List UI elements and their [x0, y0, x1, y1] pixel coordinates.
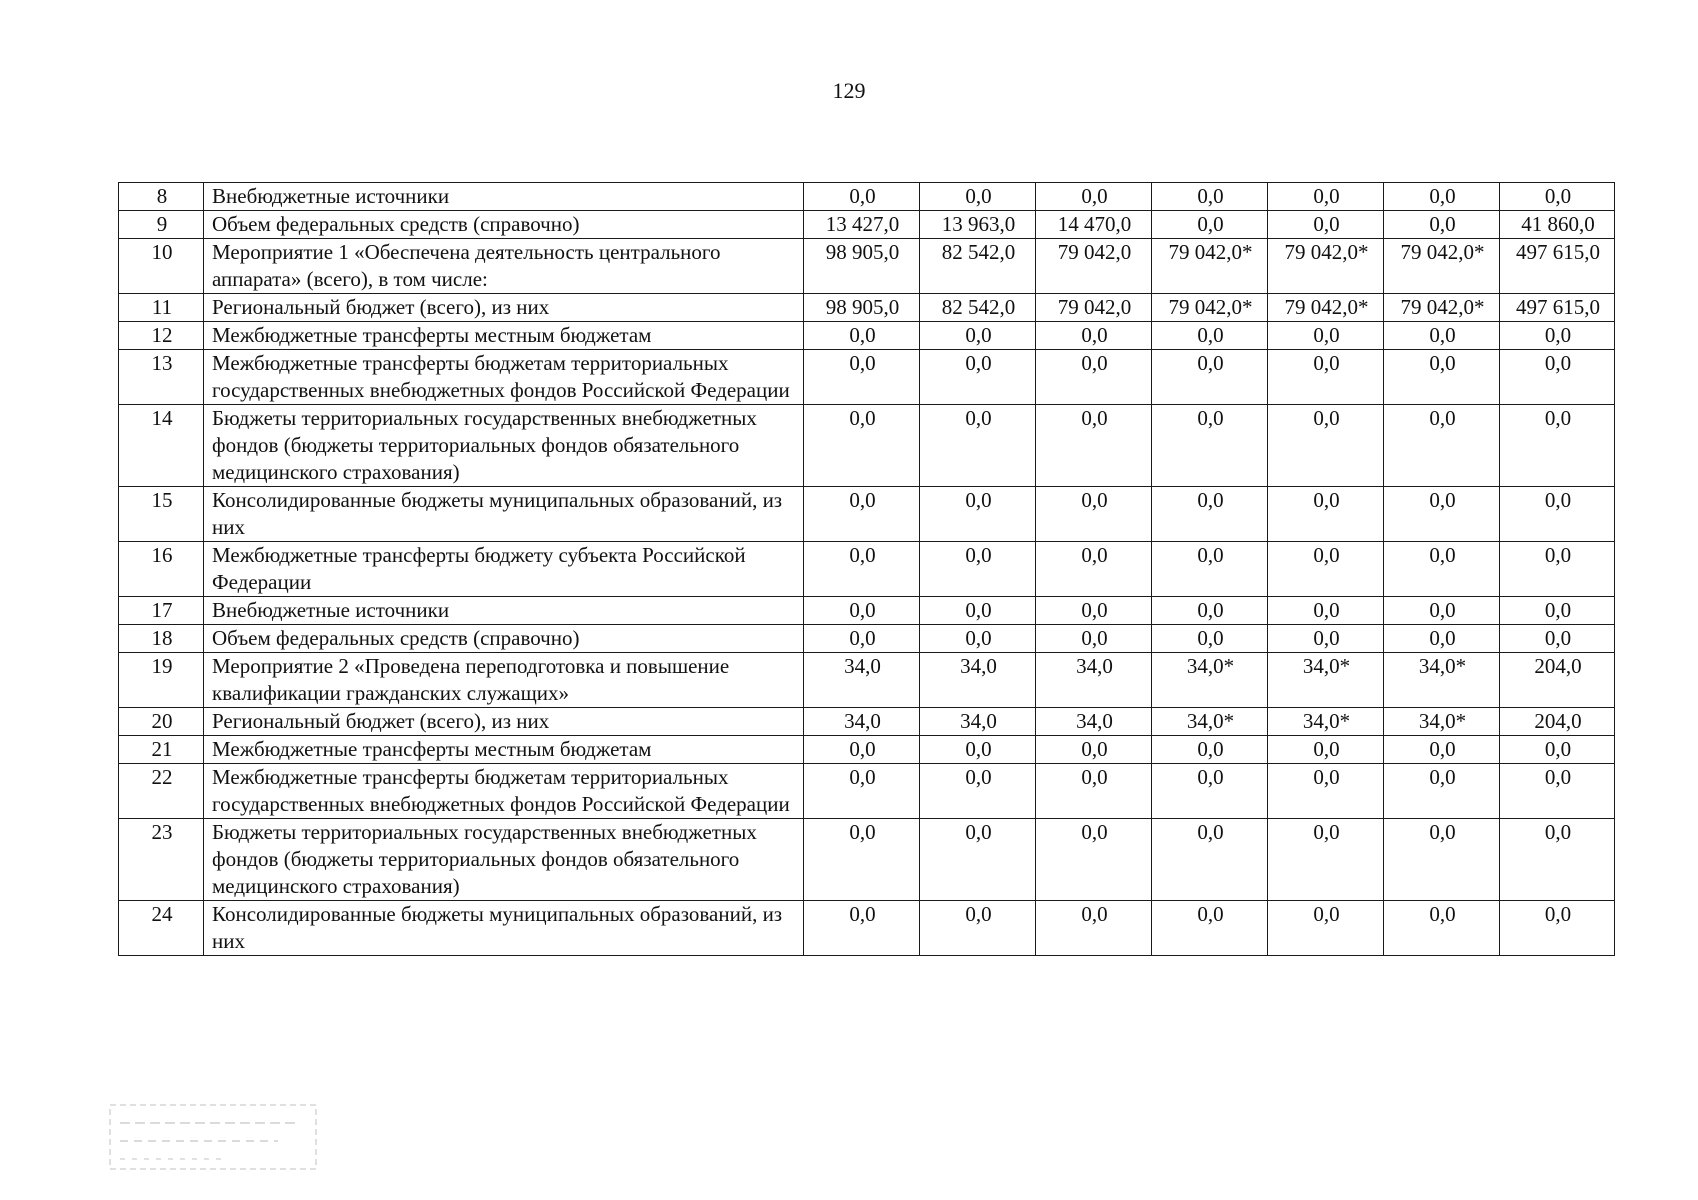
value-cell: 0,0: [804, 764, 920, 819]
row-number: 8: [119, 183, 204, 211]
row-number: 12: [119, 322, 204, 350]
value-cell: 98 905,0: [804, 294, 920, 322]
value-cell: 0,0: [1500, 597, 1615, 625]
value-cell: 34,0: [920, 708, 1036, 736]
value-cell: 0,0: [1268, 211, 1384, 239]
value-cell: 0,0: [1152, 542, 1268, 597]
value-cell: 0,0: [1036, 183, 1152, 211]
value-cell: 0,0: [1500, 322, 1615, 350]
row-number: 19: [119, 653, 204, 708]
row-number: 24: [119, 901, 204, 956]
value-cell: 79 042,0*: [1384, 239, 1500, 294]
value-cell: 0,0: [804, 819, 920, 901]
value-cell: 79 042,0*: [1268, 239, 1384, 294]
value-cell: 34,0*: [1152, 653, 1268, 708]
table-row: [119, 239, 1615, 294]
value-cell: 204,0: [1500, 708, 1615, 736]
value-cell: 0,0: [804, 350, 920, 405]
value-cell: 34,0*: [1152, 708, 1268, 736]
value-cell: 34,0: [804, 653, 920, 708]
value-cell: 0,0: [1268, 819, 1384, 901]
row-description: Консолидированные бюджеты муниципальных образований, из них: [204, 487, 804, 542]
value-cell: 0,0: [1036, 487, 1152, 542]
value-cell: 0,0: [1268, 625, 1384, 653]
value-cell: 0,0: [804, 405, 920, 487]
row-description: Объем федеральных средств (справочно): [204, 211, 804, 239]
row-description: Мероприятие 2 «Проведена переподготовка и повышение квалификации гражданских служащих»: [204, 653, 804, 708]
value-cell: 0,0: [1384, 901, 1500, 956]
value-cell: 34,0*: [1384, 708, 1500, 736]
value-cell: 0,0: [1036, 764, 1152, 819]
row-number: 20: [119, 708, 204, 736]
value-cell: 0,0: [1500, 764, 1615, 819]
table-row: [119, 542, 1615, 597]
row-number: 10: [119, 239, 204, 294]
value-cell: 0,0: [1268, 597, 1384, 625]
value-cell: 0,0: [1268, 350, 1384, 405]
table-row: [119, 708, 1615, 736]
table-row: [119, 736, 1615, 764]
row-number: 16: [119, 542, 204, 597]
value-cell: 0,0: [1036, 350, 1152, 405]
value-cell: 0,0: [1268, 405, 1384, 487]
table-row: [119, 597, 1615, 625]
value-cell: 0,0: [1152, 901, 1268, 956]
value-cell: 0,0: [1384, 322, 1500, 350]
row-number: 22: [119, 764, 204, 819]
value-cell: 34,0: [1036, 653, 1152, 708]
value-cell: 0,0: [1384, 819, 1500, 901]
value-cell: 0,0: [1500, 819, 1615, 901]
row-description: Межбюджетные трансферты бюджетам территориальных государственных внебюджетных фондов Российской Федерации: [204, 764, 804, 819]
value-cell: 82 542,0: [920, 294, 1036, 322]
table-row: [119, 294, 1615, 322]
value-cell: 0,0: [1384, 625, 1500, 653]
value-cell: 0,0: [1152, 211, 1268, 239]
value-cell: 79 042,0*: [1384, 294, 1500, 322]
row-description: Внебюджетные источники: [204, 597, 804, 625]
budget-table: [118, 182, 1615, 956]
value-cell: 0,0: [1384, 597, 1500, 625]
value-cell: 0,0: [1500, 542, 1615, 597]
value-cell: 0,0: [1036, 597, 1152, 625]
row-description: Межбюджетные трансферты бюджету субъекта Российской Федерации: [204, 542, 804, 597]
row-number: 9: [119, 211, 204, 239]
value-cell: 34,0*: [1384, 653, 1500, 708]
value-cell: 0,0: [1500, 901, 1615, 956]
value-cell: 0,0: [804, 736, 920, 764]
value-cell: 98 905,0: [804, 239, 920, 294]
value-cell: 0,0: [1268, 901, 1384, 956]
value-cell: 79 042,0: [1036, 239, 1152, 294]
value-cell: 0,0: [804, 625, 920, 653]
value-cell: 0,0: [1384, 183, 1500, 211]
value-cell: 0,0: [1036, 901, 1152, 956]
value-cell: 0,0: [804, 542, 920, 597]
table-row: [119, 819, 1615, 901]
value-cell: 0,0: [1152, 736, 1268, 764]
value-cell: 0,0: [1152, 764, 1268, 819]
value-cell: 0,0: [804, 597, 920, 625]
row-number: 21: [119, 736, 204, 764]
value-cell: 79 042,0*: [1152, 294, 1268, 322]
value-cell: 0,0: [920, 901, 1036, 956]
value-cell: 0,0: [1152, 625, 1268, 653]
value-cell: 34,0: [920, 653, 1036, 708]
row-number: 17: [119, 597, 204, 625]
table-row: [119, 653, 1615, 708]
row-description: Мероприятие 1 «Обеспечена деятельность центрального аппарата» (всего), в том числе:: [204, 239, 804, 294]
value-cell: 0,0: [1152, 597, 1268, 625]
row-number: 13: [119, 350, 204, 405]
value-cell: 34,0*: [1268, 708, 1384, 736]
value-cell: 79 042,0: [1036, 294, 1152, 322]
table-row: [119, 901, 1615, 956]
value-cell: 0,0: [1268, 487, 1384, 542]
value-cell: 0,0: [1268, 183, 1384, 211]
value-cell: 0,0: [1500, 405, 1615, 487]
value-cell: 0,0: [804, 901, 920, 956]
value-cell: 0,0: [1500, 487, 1615, 542]
value-cell: 0,0: [1036, 625, 1152, 653]
row-description: Региональный бюджет (всего), из них: [204, 708, 804, 736]
value-cell: 497 615,0: [1500, 239, 1615, 294]
value-cell: 0,0: [1268, 764, 1384, 819]
page-number: 129: [832, 78, 866, 103]
value-cell: 0,0: [920, 736, 1036, 764]
value-cell: 0,0: [1036, 542, 1152, 597]
value-cell: 0,0: [1384, 350, 1500, 405]
value-cell: 0,0: [804, 322, 920, 350]
row-number: 15: [119, 487, 204, 542]
value-cell: 0,0: [920, 405, 1036, 487]
row-description: Бюджеты территориальных государственных внебюджетных фондов (бюджеты территориальных фондов обязательного медицинского страхования): [204, 819, 804, 901]
row-number: 23: [119, 819, 204, 901]
value-cell: 0,0: [1036, 819, 1152, 901]
value-cell: 0,0: [1036, 736, 1152, 764]
value-cell: 34,0: [1036, 708, 1152, 736]
value-cell: 41 860,0: [1500, 211, 1615, 239]
value-cell: 0,0: [1152, 350, 1268, 405]
table-row: [119, 322, 1615, 350]
value-cell: 0,0: [1384, 211, 1500, 239]
value-cell: 0,0: [1036, 322, 1152, 350]
value-cell: 79 042,0*: [1152, 239, 1268, 294]
row-description: Межбюджетные трансферты местным бюджетам: [204, 736, 804, 764]
table-row: [119, 487, 1615, 542]
value-cell: 0,0: [920, 819, 1036, 901]
row-number: 18: [119, 625, 204, 653]
row-description: Межбюджетные трансферты бюджетам территориальных государственных внебюджетных фондов Российской Федерации: [204, 350, 804, 405]
value-cell: 13 963,0: [920, 211, 1036, 239]
value-cell: 497 615,0: [1500, 294, 1615, 322]
value-cell: 0,0: [1036, 405, 1152, 487]
value-cell: 0,0: [920, 597, 1036, 625]
row-description: Объем федеральных средств (справочно): [204, 625, 804, 653]
value-cell: 0,0: [920, 487, 1036, 542]
value-cell: 0,0: [1384, 487, 1500, 542]
table-row: [119, 405, 1615, 487]
value-cell: 34,0*: [1268, 653, 1384, 708]
registration-stamp: [108, 1103, 318, 1171]
value-cell: 0,0: [1268, 736, 1384, 764]
value-cell: 0,0: [1384, 405, 1500, 487]
value-cell: 0,0: [1384, 542, 1500, 597]
value-cell: 82 542,0: [920, 239, 1036, 294]
value-cell: 0,0: [1152, 405, 1268, 487]
value-cell: 0,0: [1152, 819, 1268, 901]
value-cell: 0,0: [1500, 350, 1615, 405]
value-cell: 0,0: [920, 350, 1036, 405]
value-cell: 0,0: [1500, 736, 1615, 764]
value-cell: 0,0: [920, 322, 1036, 350]
table-row: [119, 211, 1615, 239]
value-cell: 13 427,0: [804, 211, 920, 239]
value-cell: 0,0: [1384, 764, 1500, 819]
value-cell: 0,0: [804, 487, 920, 542]
value-cell: 0,0: [1152, 487, 1268, 542]
value-cell: 204,0: [1500, 653, 1615, 708]
value-cell: 0,0: [1152, 183, 1268, 211]
table-body: [119, 183, 1615, 956]
row-description: Консолидированные бюджеты муниципальных образований, из них: [204, 901, 804, 956]
table-row: [119, 350, 1615, 405]
value-cell: 0,0: [1268, 542, 1384, 597]
value-cell: 0,0: [804, 183, 920, 211]
value-cell: 0,0: [1152, 322, 1268, 350]
row-description: Внебюджетные источники: [204, 183, 804, 211]
row-number: 11: [119, 294, 204, 322]
value-cell: 0,0: [920, 542, 1036, 597]
value-cell: 0,0: [1384, 736, 1500, 764]
table-row: [119, 625, 1615, 653]
value-cell: 0,0: [920, 625, 1036, 653]
value-cell: 34,0: [804, 708, 920, 736]
table-row: [119, 183, 1615, 211]
value-cell: 0,0: [920, 764, 1036, 819]
value-cell: 0,0: [1500, 625, 1615, 653]
row-description: Бюджеты территориальных государственных внебюджетных фондов (бюджеты территориальных фондов обязательного медицинского страхования): [204, 405, 804, 487]
value-cell: 14 470,0: [1036, 211, 1152, 239]
row-description: Межбюджетные трансферты местным бюджетам: [204, 322, 804, 350]
row-description: Региональный бюджет (всего), из них: [204, 294, 804, 322]
value-cell: 0,0: [920, 183, 1036, 211]
table-row: [119, 764, 1615, 819]
row-number: 14: [119, 405, 204, 487]
value-cell: 79 042,0*: [1268, 294, 1384, 322]
value-cell: 0,0: [1268, 322, 1384, 350]
value-cell: 0,0: [1500, 183, 1615, 211]
